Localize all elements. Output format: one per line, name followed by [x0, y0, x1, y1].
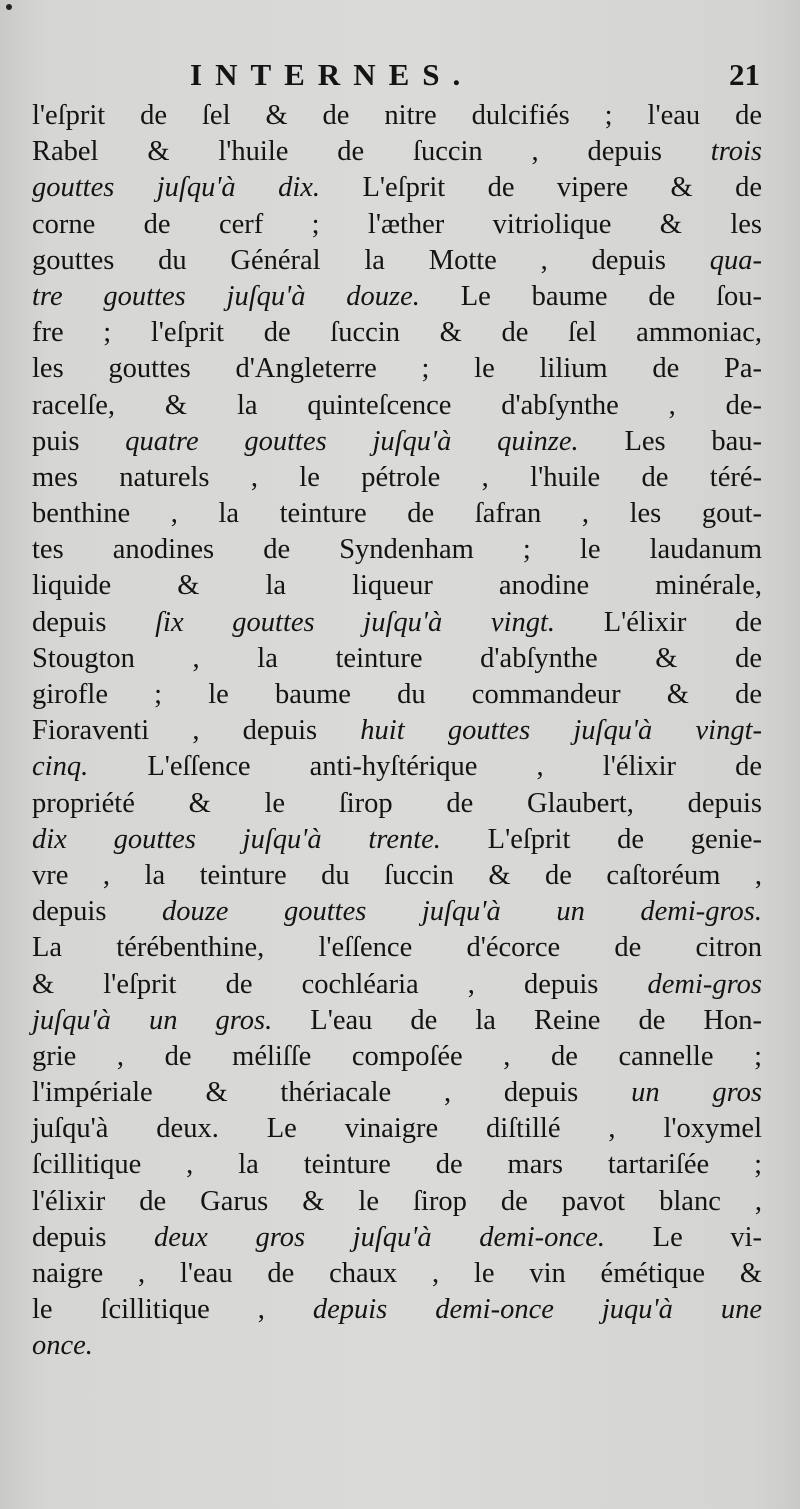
- text-segment: puis: [32, 425, 126, 457]
- text-line: [32, 749, 762, 785]
- italic-segment: douze gouttes juſqu'à un demi-gros.: [161, 896, 762, 928]
- text-segment: Rabel & l'huile de ſuccin , depuis: [32, 136, 711, 168]
- text-segment: L'eau de la Reine de Hon-: [272, 1004, 762, 1036]
- text-line: [32, 1039, 762, 1075]
- text-segment: & l'eſprit de cochléaria , depuis: [32, 968, 648, 1000]
- italic-segment: dix gouttes juſqu'à trente.: [32, 823, 441, 855]
- text-segment: mes naturels , le pétrole , l'huile de téré-: [32, 461, 762, 493]
- text-line: [32, 786, 762, 822]
- text-line: [32, 858, 762, 894]
- text-segment: L'eſprit de genie-: [440, 823, 763, 855]
- text-line: [32, 532, 762, 568]
- text-line: [32, 351, 762, 387]
- text-line: [32, 134, 762, 170]
- page-number: 21: [729, 57, 760, 92]
- text-segment: L'eſprit de vipere & de: [320, 172, 762, 204]
- text-line: [32, 1328, 762, 1364]
- text-segment: ſcillitique , la teinture de mars tartariſée ;: [32, 1149, 762, 1181]
- italic-segment: un gros: [631, 1077, 762, 1109]
- body-text: [32, 98, 762, 1365]
- text-line: [32, 207, 762, 243]
- italic-segment: juſqu'à un gros.: [32, 1004, 273, 1036]
- text-line: [32, 1220, 762, 1256]
- text-line: [32, 1075, 762, 1111]
- text-line: [32, 930, 762, 966]
- text-line: [32, 496, 762, 532]
- text-line: [32, 388, 762, 424]
- italic-segment: quatre gouttes juſqu'à quinze.: [125, 425, 579, 457]
- italic-segment: trois: [710, 136, 762, 168]
- text-segment: girofle ; le baume du commandeur & de: [32, 679, 762, 710]
- text-segment: l'eſprit de ſel & de nitre dulcifiés ; l'eau de: [32, 100, 762, 131]
- italic-segment: qua-: [709, 244, 762, 276]
- running-head: INTERNES.: [190, 57, 474, 92]
- text-segment: depuis: [32, 606, 156, 638]
- text-line: [32, 605, 762, 641]
- italic-segment: gouttes juſqu'à dix.: [32, 172, 321, 204]
- text-segment: L'élixir de: [555, 606, 762, 638]
- italic-segment: tre gouttes juſqu'à douze.: [32, 280, 420, 312]
- text-segment: Stougton , la teinture d'abſynthe & de: [32, 642, 762, 674]
- text-segment: gouttes du Général la Motte , depuis: [32, 244, 710, 276]
- text-segment: l'élixir de Garus & le ſirop de pavot blanc ,: [32, 1185, 762, 1217]
- text-segment: vre , la teinture du ſuccin & de caſtoréum ,: [32, 859, 762, 891]
- text-line: [32, 641, 762, 677]
- page-header: [30, 50, 770, 100]
- text-line: [32, 894, 762, 930]
- text-segment: Fioraventi , depuis: [32, 715, 361, 747]
- italic-segment: demi-gros: [647, 968, 762, 1000]
- text-segment: depuis: [32, 896, 162, 928]
- ink-speck: [6, 4, 12, 10]
- text-line: [32, 1147, 762, 1183]
- text-segment: depuis: [32, 1221, 155, 1253]
- text-line: [32, 1292, 762, 1328]
- text-segment: les gouttes d'Angleterre ; le lilium de Pa-: [32, 353, 762, 385]
- text-line: [32, 98, 762, 134]
- text-line: [32, 677, 762, 713]
- text-segment: L'eſſence anti-hyſtérique , l'élixir de: [88, 751, 762, 783]
- text-segment: naigre , l'eau de chaux , le vin émétique &: [32, 1258, 762, 1289]
- italic-segment: depuis demi-once juqu'à une: [312, 1294, 762, 1326]
- text-segment: tes anodines de Syndenham ; le laudanum: [32, 534, 762, 566]
- text-line: [32, 424, 762, 460]
- italic-segment: huit gouttes juſqu'à vingt-: [360, 715, 762, 747]
- text-segment: liquide & la liqueur anodine minérale,: [32, 570, 762, 602]
- text-line: [32, 568, 762, 604]
- text-segment: propriété & le ſirop de Glaubert, depuis: [32, 787, 762, 819]
- italic-segment: deux gros juſqu'à demi-once.: [154, 1221, 606, 1253]
- text-segment: Le baume de ſou-: [419, 280, 762, 312]
- text-segment: La térébenthine, l'eſſence d'écorce de citron: [32, 932, 762, 964]
- text-line: [32, 243, 762, 279]
- text-segment: racelſe, & la quinteſcence d'abſynthe , de-: [32, 389, 762, 421]
- text-segment: Le vi-: [605, 1221, 762, 1253]
- text-line: [32, 315, 762, 351]
- text-segment: corne de cerf ; l'æther vitriolique & les: [32, 208, 762, 240]
- text-segment: fre ; l'eſprit de ſuccin & de ſel ammoniac,: [32, 317, 762, 349]
- text-segment: Les bau-: [578, 425, 762, 457]
- text-segment: juſqu'à deux. Le vinaigre diſtillé , l'oxymel: [32, 1113, 762, 1145]
- text-segment: le ſcillitique ,: [32, 1294, 313, 1326]
- text-segment: grie , de méliſſe compoſée , de cannelle ;: [32, 1040, 762, 1072]
- italic-segment: once.: [32, 1330, 93, 1362]
- italic-segment: cinq.: [32, 751, 89, 783]
- text-line: [32, 1003, 762, 1039]
- text-line: [32, 1111, 762, 1147]
- text-line: [32, 822, 762, 858]
- text-line: [32, 1256, 762, 1292]
- text-segment: l'impériale & thériacale , depuis: [32, 1077, 632, 1109]
- text-segment: benthine , la teinture de ſafran , les gout-: [32, 498, 762, 530]
- text-line: [32, 460, 762, 496]
- text-line: [32, 1184, 762, 1220]
- italic-segment: ſix gouttes juſqu'à vingt.: [155, 606, 556, 638]
- text-line: [32, 170, 762, 206]
- text-line: [32, 967, 762, 1003]
- text-line: [32, 279, 762, 315]
- text-line: [32, 713, 762, 749]
